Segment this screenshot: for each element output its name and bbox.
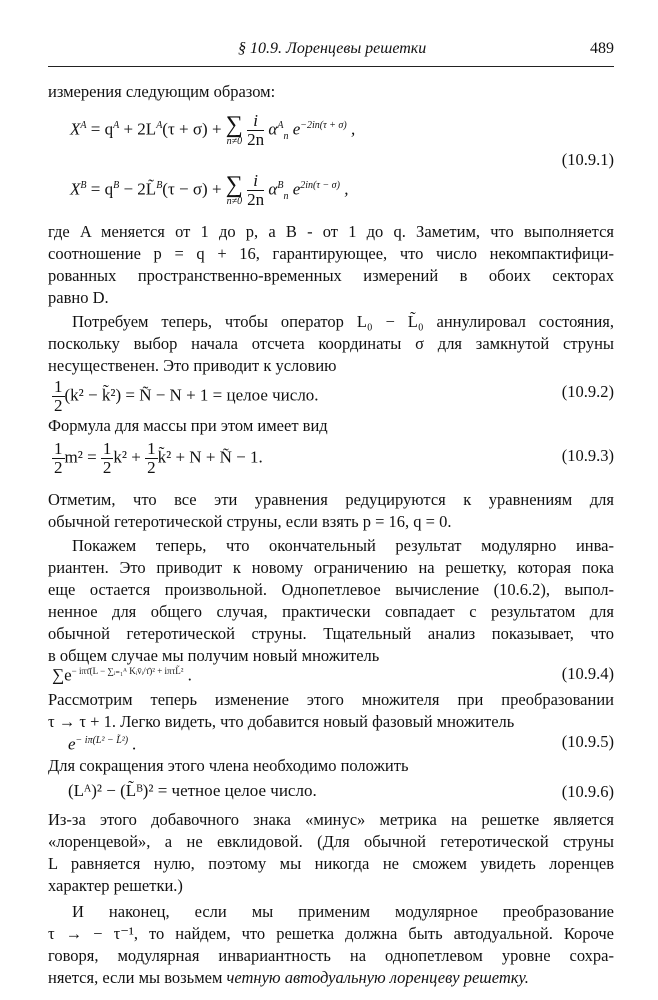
paragraph-line: Формула для массы при этом имеет вид — [48, 416, 328, 435]
emphasis-text: четную автодуальную лоренцеву решетку. — [226, 968, 529, 987]
paragraph-line: Рассмотрим теперь изменение этого множителя при преобразовании — [48, 690, 614, 709]
paragraph-line: Потребуем теперь, чтобы оператор L₀ − L̃₀ аннулировал состояния, — [72, 312, 614, 331]
paragraph-line: поскольку выбор начала отсчета координаты σ для замкнутой струны — [48, 334, 614, 353]
equation-number: (10.9.1) — [561, 150, 614, 169]
paragraph-line: равно D. — [48, 288, 109, 307]
paragraph-line: несущественен. Это приводит к условию — [48, 356, 337, 375]
equation-number: (10.9.2) — [561, 382, 614, 401]
paragraph-line: еще остается произвольной. Однопетлевое вычисление (10.6.2), выпол- — [48, 580, 614, 599]
equation-10-9-2: $\frac{1}{2}$ (k² − k̃²) = Ñ − N + 1 = целое число. — [54, 377, 319, 415]
running-header — [48, 40, 614, 67]
paragraph-line: няется, если мы возьмем четную автодуальную лоренцеву решетку. — [48, 968, 529, 987]
paragraph-line: соотношение p = q + 16, гарантирующее, что число некомпактифици- — [48, 244, 614, 263]
paragraph-line: «лоренцевой», а не евклидовой. (Для обычной гетеротической струны — [48, 832, 614, 851]
equation-10-9-5: $e^{- i\pi(L^2 - L̃^2)}$ . — [68, 734, 137, 754]
paragraph-line: риантен. Это приводит к новому ограничению на решетку, которая пока — [48, 558, 614, 577]
equation-10-9-1b: $X^B = q^B$ − 2L̃$^B$(τ − σ) + ∑ n≠0 $\frac{i}{2n}$ $\alpha^B_n$ $e^{2in(\tau - \sigma)}$ , — [70, 171, 349, 209]
equation-number: (10.9.5) — [561, 732, 614, 751]
paragraph-line: в общем случае мы получим новый множитель — [48, 646, 380, 665]
paragraph-line: Из-за этого добавочного знака «минус» метрика на решетке является — [48, 810, 614, 829]
paragraph-line: характер решетки.) — [48, 876, 183, 895]
equation-number: (10.9.3) — [561, 446, 614, 465]
page-number: 489 — [590, 40, 614, 57]
equation-10-9-3: $\frac{1}{2}$ m² = $\frac{1}{2}$ k² + $\frac{1}{2}$ k̃² + N + Ñ − 1. — [54, 439, 263, 477]
paragraph-line: где A меняется от 1 до p, а B - от 1 до q. Заметим, что выполняется — [48, 222, 614, 241]
paragraph-line: Покажем теперь, что окончательный результат модулярно инва- — [72, 536, 614, 555]
paragraph-line: τ → τ + 1. Легко видеть, что добавится новый фазовый множитель — [48, 712, 515, 731]
paragraph-line: Отметим, что все эти уравнения редуцируются к уравнениям для — [48, 490, 614, 509]
paragraph-line: Для сокращения этого члена необходимо положить — [48, 756, 409, 775]
equation-10-9-4: $\sum e^{- i\pi\taū(L - \sum ᵢ_{=1}ᴬ Kᵢv̄ᵢ/\taū)^2 + i\pi\tau L̃^2}$ . — [52, 665, 192, 685]
paragraph-line: И наконец, если мы применим модулярное преобразование — [72, 902, 614, 921]
paragraph-line: ненное для общего случая, практически совпадает с результатом для — [48, 602, 614, 621]
paragraph-line: говоря, модулярная инвариантность на однопетлевом уровне сохра- — [48, 946, 614, 965]
paragraph-line: рованных пространственно-временных измерений в обоих секторах — [48, 266, 614, 285]
equation-10-9-1a: $X^A = q^A + 2L^A(\tau + \sigma)$ + ∑ n≠0 $\frac{i}{2n}$ $\alpha^A_n$ $e^{-2in(\tau + \sigma)}$ , — [70, 111, 356, 149]
equation-number: (10.9.6) — [561, 782, 614, 801]
paragraph-line: измерения следующим образом: — [48, 82, 276, 101]
paragraph-line: τ → − τ⁻¹, то найдем, что решетка должна быть автодуальной. Короче — [48, 924, 614, 943]
paragraph-line: L равняется нулю, поэтому мы никогда не сможем увидеть лоренцев — [48, 854, 614, 873]
equation-10-9-6: (Lᴬ)² − (L̃ᴮ)² = четное целое число. — [68, 781, 317, 800]
paragraph-line: обычной гетеротической струны, если взять p = 16, q = 0. — [48, 512, 452, 531]
paragraph-line: обычной гетеротической струны. Тщательный анализ показывает, что — [48, 624, 614, 643]
equation-number: (10.9.4) — [561, 664, 614, 683]
section-title: § 10.9. Лоренцевы решетки — [238, 40, 427, 57]
